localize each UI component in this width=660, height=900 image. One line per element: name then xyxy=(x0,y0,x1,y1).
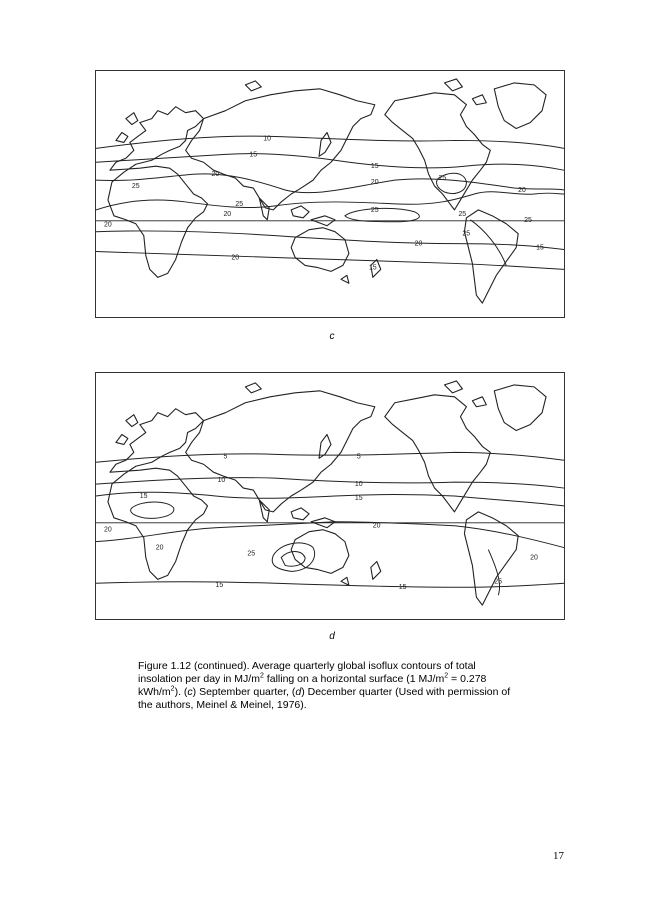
caption-text: Figure 1.12 (continued). Average quarterly global isoflux contours of total insolation per day in MJ/m xyxy=(138,660,476,685)
contour-label: 25 xyxy=(438,175,447,183)
caption-italic: d xyxy=(295,686,302,698)
caption-text: ). ( xyxy=(174,686,188,698)
contour-label: 25 xyxy=(458,210,467,218)
contour-label: 20 xyxy=(211,171,220,179)
contour-label: 20 xyxy=(103,221,112,229)
contour-label: 25 xyxy=(462,230,471,238)
contour-label: 20 xyxy=(231,254,240,262)
caption-superscript: 2 xyxy=(170,685,175,693)
contour-label: 20 xyxy=(530,554,538,562)
world-map-c xyxy=(96,71,564,317)
isoflux-contours xyxy=(96,136,564,272)
contour-label: 10 xyxy=(217,477,226,485)
caption-text: falling on a horizontal surface (1 MJ/m xyxy=(263,673,445,685)
contour-label: 20 xyxy=(223,210,232,218)
contour-labels-c xyxy=(104,135,544,271)
panel-label-d: d xyxy=(329,631,335,642)
contour-label: 25 xyxy=(235,200,244,208)
isoflux-map-december xyxy=(95,372,565,620)
caption-text: ) September quarter, ( xyxy=(192,686,296,698)
caption-text: ) December quarter (Used with permission of the authors, Meinel & Meinel, 1976). xyxy=(138,686,511,711)
contour-label: 20 xyxy=(372,522,381,530)
contour-label: 10 xyxy=(354,481,363,489)
caption-text: = 0.278 kWh/m xyxy=(138,673,487,698)
contour-label: 20 xyxy=(518,187,526,195)
caption-italic: c xyxy=(187,686,193,698)
isoflux-map-september xyxy=(95,70,565,318)
contour-label: 15 xyxy=(368,264,377,272)
page-number: 17 xyxy=(553,850,564,862)
isoflux-contours xyxy=(96,452,564,595)
figure-caption xyxy=(138,660,518,712)
contour-label: 15 xyxy=(536,244,544,252)
contour-label: 5 xyxy=(356,453,361,461)
contour-label: 10 xyxy=(263,135,272,143)
contour-label: 25 xyxy=(247,550,256,558)
contour-label: 20 xyxy=(155,544,164,552)
contour-label: 15 xyxy=(215,582,224,590)
contour-label: 25 xyxy=(524,216,532,224)
contour-label: 20 xyxy=(414,240,423,248)
contour-label: 15 xyxy=(398,584,407,592)
contour-label: 15 xyxy=(139,492,148,500)
panel-label-c: c xyxy=(329,331,335,342)
caption-superscript: 2 xyxy=(444,672,449,680)
contour-label: 15 xyxy=(370,163,379,171)
contour-label: 5 xyxy=(223,453,228,461)
contour-label: 25 xyxy=(131,183,140,191)
contour-label: 20 xyxy=(103,526,112,534)
contour-label: 20 xyxy=(370,179,379,187)
caption-superscript: 2 xyxy=(259,672,264,680)
contour-label: 15 xyxy=(354,494,363,502)
contour-label: 25 xyxy=(494,578,503,586)
contour-label: 25 xyxy=(370,206,379,214)
contour-label: 15 xyxy=(249,151,258,159)
world-map-d xyxy=(96,373,564,619)
